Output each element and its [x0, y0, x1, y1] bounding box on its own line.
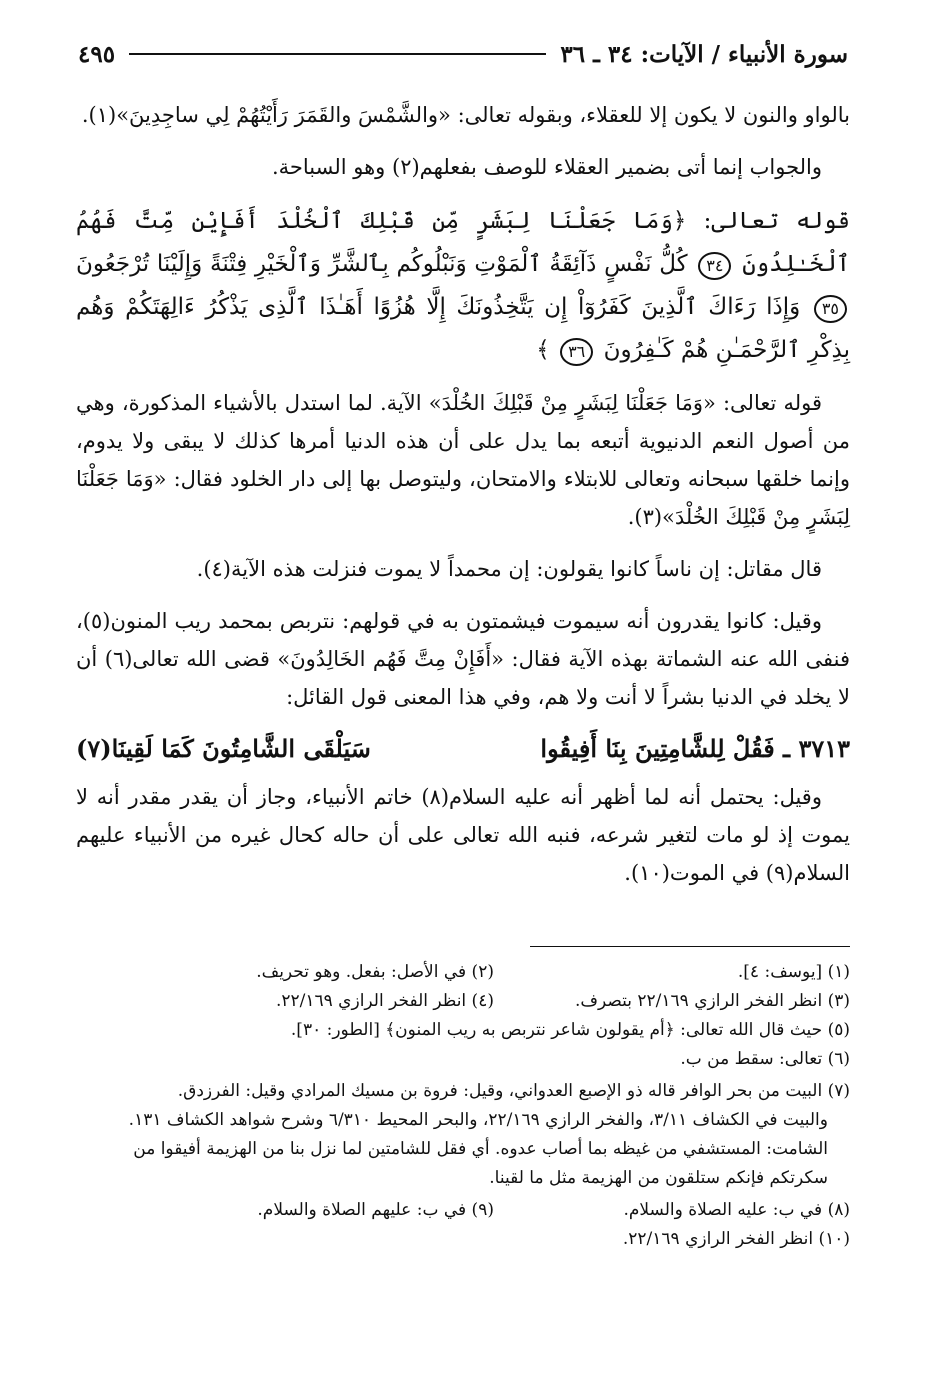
footnote-7-explanation: الشامت: المستشفي من غيظه بما أصاب عدوه. أي فقل للشامتين لما نزل بنا من الهزيمة أفيقوا من سكرتكم فإنكم ستلقون من الهزيمة مثل ما لقينا.: [133, 1139, 828, 1188]
footnote-5: (٥) حيث قال الله تعالى: ﴿أم يقولون شاعر نتربص به ريب المنون﴾ [الطور: ٣٠].: [290, 1020, 850, 1040]
footnote-1: (١) [يوسف: ٤].: [737, 962, 850, 982]
quran-verse-35: كُلُّ نَفْسٍ ذَآئِقَةُ ٱلْمَوْتِ وَنَبْلُوكُم بِٱلشَّرِّ وَٱلْخَيْرِ فِتْنَةً وَإِلَيْنَا تُرْجَعُونَ: [76, 251, 688, 277]
paragraph-2: والجواب إنما أتى بضمير العقلاء للوصف بفعلهم(٢) وهو السباحة.: [271, 155, 822, 179]
footnote-9: (٩) في ب: عليهم الصلاة والسلام.: [257, 1200, 494, 1220]
paragraph-6: وقيل: يحتمل أنه لما أظهر أنه عليه السلام(٨) خاتم الأنبياء، وجاز أن يقدر مقدر أنه لا يموت إذ لو مات لتغير شرعه، فنبه الله تعالى على أن حاله كحال غيره من الأنبياء عليهم السلام(٩) في الموت(١٠).: [76, 785, 850, 885]
header-rule: [129, 53, 546, 55]
footnote-2: (٢) في الأصل: بفعل. وهو تحريف.: [256, 962, 494, 982]
footnote-4: (٤) انظر الفخر الرازي ٢٢/١٦٩.: [275, 991, 494, 1011]
ayah-number-34: ٣٤: [698, 252, 731, 280]
footnotes: [76, 958, 850, 1254]
verse-hemistich-2: سَيَلْقَى الشَّامِتُونَ كَمَا لَقِينَا(٧): [76, 734, 371, 763]
footnote-6: (٦) تعالى: سقط من ب.: [680, 1049, 850, 1069]
quran-intro: قوله تعالى: ﴿وَمَا جَعَلْنَا لِبَشَرٍ مِّن قَبْلِكَ ٱلْخُلْدَ أَفَإِيْن مِّتَّ فَهُمُ ٱلْخَـٰلِدُونَ: [76, 208, 851, 277]
footnote-8: (٨) في ب: عليه الصلاة والسلام.: [623, 1200, 850, 1220]
paragraph-5: وقيل: كانوا يقدرون أنه سيموت فيشمتون به في قولهم: نتربص بمحمد ريب المنون(٥)، فنفى الله عنه الشماتة بهذه الآية فقال: «أَفَإِنْ مِتَّ فَهُم الخَالِدُونَ» قضى الله تعالى(٦) أن لا يخلد في الدنيا بشراً لا أنت ولا هم، وفي هذا المعنى قول القائل:: [76, 609, 851, 709]
quran-close-bracket: ﴾: [536, 337, 550, 363]
page-header: [78, 34, 848, 74]
footnote-row-1-2: [76, 958, 850, 987]
footnote-7: [76, 1077, 850, 1193]
main-text: [76, 96, 850, 906]
paragraph-4: قال مقاتل: إن ناساً كانوا يقولون: إن محمداً لا يموت فنزلت هذه الآية(٤).: [196, 557, 822, 581]
ayah-number-36: ٣٦: [560, 338, 593, 366]
verse-hemistich-1: فَقُلْ لِلشَّامِتِينَ بِنَا أَفِيقُوا: [540, 734, 775, 763]
footnote-7-source: (٧) البيت من بحر الوافر قاله ذو الإصبع العدواني، وقيل: فروة بن مسيك المرادي وقيل: الفرزدق.: [177, 1081, 850, 1101]
quran-verse-36: وَإِذَا رَءَاكَ ٱلَّذِينَ كَفَرُوٓاْ إِن يَتَّخِذُونَكَ إِلَّا هُزُوًا أَهَـٰذَا ٱلَّذِى يَذْكُرُ ءَالِهَتَكُمْ وَهُم بِذِكْرِ ٱلرَّحْمَـٰنِ هُمْ كَـٰفِرُونَ: [76, 294, 850, 363]
footnote-3: (٣) انظر الفخر الرازي ٢٢/١٦٩ بتصرف.: [575, 991, 850, 1011]
ayah-number-35: ٣٥: [814, 295, 847, 323]
quran-passage: [76, 200, 850, 372]
footnote-7-references: والبيت في الكشاف ٣/١١، والفخر الرازي ٢٢/١٦٩، والبحر المحيط ٦/٣١٠ وشرح شواهد الكشاف ١٣١.: [128, 1110, 828, 1130]
footnote-row-8-9: [76, 1196, 850, 1225]
footnote-10: (١٠) انظر الفخر الرازي ٢٢/١٦٩.: [622, 1229, 850, 1249]
footnote-row-3-4: [76, 987, 850, 1016]
verse-first-half: [540, 730, 850, 768]
poetry-verse: [76, 730, 850, 768]
paragraph-3: قوله تعالى: «وَمَا جَعَلْنَا لِبَشَرٍ مِنْ قَبْلِكَ الخُلْدَ» الآية. لما استدل بالأشياء المذكورة، وهي من أصول النعم الدنيوية أتبعه بما يدل على أن هذه الدنيا أمرها كذلك لا يبقى ولا يدوم، وإنما خلقها سبحانه وتعالى للابتلاء والامتحان، وليتوصل بها إلى دار الخلود فقال: «وَمَا جَعَلْنَا لِبَشَرٍ مِنْ قَبْلِكَ الخُلْدَ»(٣).: [76, 391, 850, 529]
verse-number: ٣٧١٣ ـ: [783, 734, 850, 763]
footnote-separator: [530, 946, 850, 947]
page-number: ٤٩٥: [78, 40, 116, 68]
paragraph-1: بالواو والنون لا يكون إلا للعقلاء، وبقوله تعالى: «والشَّمْسَ والقَمَرَ رَأَيْتُهُمْ لِي ساجِدِينَ»(١).: [81, 103, 850, 127]
running-title: سورة الأنبياء / الآيات: ٣٤ ـ ٣٦: [560, 40, 848, 68]
